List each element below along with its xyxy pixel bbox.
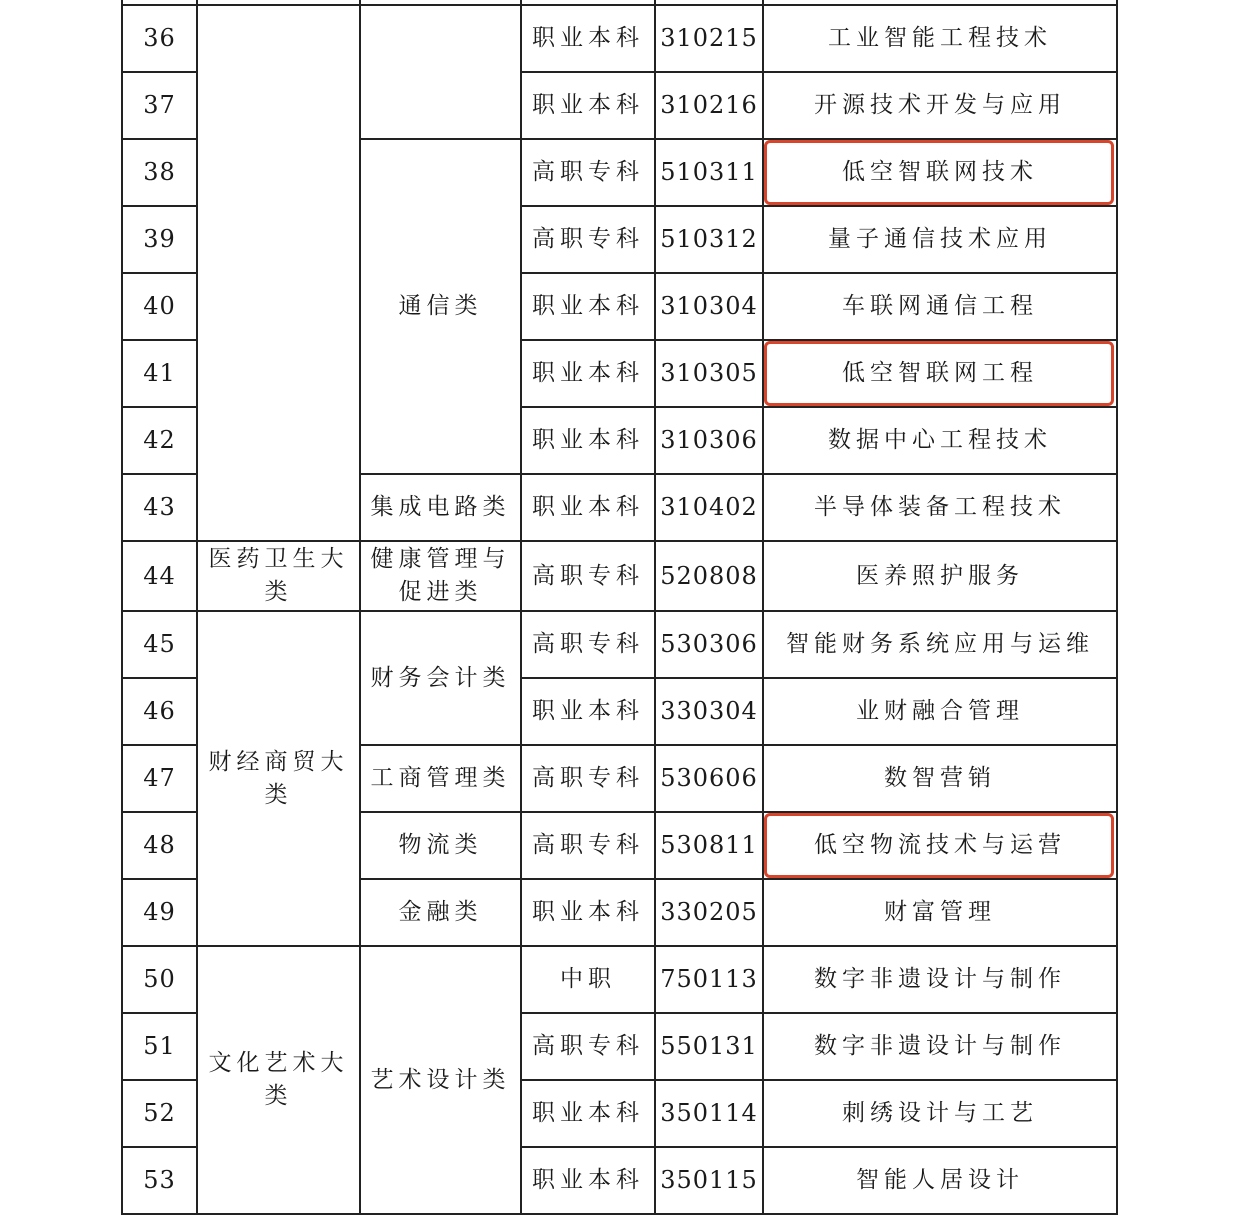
grid-line [122, 71, 198, 73]
row-number: 47 [143, 764, 176, 792]
row-number: 42 [143, 426, 176, 454]
category-cell: 医药卫生大类 [208, 546, 349, 605]
major-name: 财富管理 [884, 899, 996, 925]
major-code: 510312 [660, 225, 758, 253]
major-name: 智能人居设计 [856, 1167, 1024, 1193]
major-name: 数字非遗设计与制作 [814, 1033, 1066, 1059]
major-code: 330304 [660, 697, 758, 725]
grid-line [360, 811, 522, 813]
grid-line [521, 473, 1118, 475]
education-level: 职业本科 [532, 360, 644, 386]
category-cell [197, 5, 360, 541]
major-name: 车联网通信工程 [842, 293, 1038, 319]
grid-line [122, 138, 198, 140]
grid-line [122, 1146, 198, 1148]
education-level: 职业本科 [532, 899, 644, 925]
major-name: 低空智联网技术 [842, 159, 1038, 185]
education-level: 高职专科 [532, 631, 644, 657]
grid-line [197, 945, 361, 947]
grid-line [360, 1213, 522, 1215]
major-code: 310305 [660, 359, 758, 387]
grid-line [521, 677, 1118, 679]
grid-line [122, 339, 198, 341]
education-level: 职业本科 [532, 92, 644, 118]
row-number: 52 [143, 1099, 176, 1127]
major-name: 半导体装备工程技术 [814, 494, 1066, 520]
grid-line [359, 0, 361, 1215]
subcategory-cell: 艺术设计类 [370, 1066, 511, 1093]
grid-line [521, 71, 1118, 73]
major-name: 低空智联网工程 [842, 360, 1038, 386]
grid-line [122, 540, 198, 542]
major-name: 工业智能工程技术 [828, 25, 1052, 51]
major-code: 350115 [660, 1166, 758, 1194]
major-name: 数字非遗设计与制作 [814, 966, 1066, 992]
major-code: 530811 [660, 831, 758, 859]
education-level: 高职专科 [532, 832, 644, 858]
major-name: 低空物流技术与运营 [814, 832, 1066, 858]
grid-line [360, 540, 522, 542]
grid-line [520, 0, 522, 1215]
grid-line [521, 272, 1118, 274]
grid-line [1116, 0, 1118, 1215]
major-name: 医养照护服务 [856, 562, 1024, 589]
row-number: 36 [143, 24, 176, 52]
subcategory-cell: 健康管理与促进类 [370, 546, 511, 605]
grid-line [121, 0, 123, 1215]
grid-line [197, 540, 361, 542]
subcategory-cell: 通信类 [398, 293, 483, 319]
education-level: 高职专科 [532, 1033, 644, 1059]
grid-line [122, 878, 198, 880]
major-name: 数据中心工程技术 [828, 427, 1052, 453]
education-level: 职业本科 [532, 698, 644, 724]
row-number: 49 [143, 898, 176, 926]
education-level: 职业本科 [532, 427, 644, 453]
grid-line [122, 1079, 198, 1081]
major-name: 量子通信技术应用 [828, 226, 1052, 252]
row-number: 46 [143, 697, 176, 725]
highlight-box [764, 813, 1114, 878]
grid-line [122, 1012, 198, 1014]
category-cell: 财经商贸大类 [208, 748, 349, 808]
subcategory-cell: 工商管理类 [370, 765, 511, 791]
major-code: 330205 [660, 898, 758, 926]
major-code: 310306 [660, 426, 758, 454]
row-number: 38 [143, 158, 176, 186]
grid-line [521, 610, 1118, 612]
category-cell: 文化艺术大类 [208, 1050, 349, 1109]
major-name: 刺绣设计与工艺 [842, 1100, 1038, 1126]
subcategory-cell [360, 5, 521, 139]
major-code: 750113 [660, 965, 758, 993]
row-number: 44 [143, 561, 176, 590]
row-number: 41 [143, 359, 176, 387]
education-level: 高职专科 [532, 765, 644, 791]
subcategory-cell: 财务会计类 [370, 664, 511, 691]
row-number: 37 [143, 91, 176, 119]
major-name: 智能财务系统应用与运维 [786, 631, 1094, 657]
grid-line [122, 406, 198, 408]
grid-line [122, 677, 198, 679]
grid-line [521, 205, 1118, 207]
grid-line [521, 945, 1118, 947]
major-code: 520808 [660, 561, 758, 590]
grid-line [196, 0, 198, 1215]
grid-line [122, 811, 198, 813]
row-number: 51 [143, 1032, 176, 1060]
education-level: 职业本科 [532, 293, 644, 319]
grid-line [122, 205, 198, 207]
grid-line [521, 406, 1118, 408]
grid-line [360, 473, 522, 475]
major-code: 350114 [660, 1099, 758, 1127]
grid-line [521, 744, 1118, 746]
highlight-box [764, 140, 1114, 205]
grid-line [360, 138, 522, 140]
row-number: 53 [143, 1166, 176, 1194]
major-code: 510311 [660, 158, 758, 186]
major-name: 业财融合管理 [856, 698, 1024, 724]
row-number: 50 [143, 965, 176, 993]
grid-line [521, 878, 1118, 880]
subcategory-cell: 物流类 [398, 832, 483, 858]
grid-line [521, 1213, 1118, 1215]
grid-line [122, 272, 198, 274]
grid-line [122, 945, 198, 947]
education-level: 高职专科 [532, 159, 644, 185]
grid-line [122, 610, 198, 612]
grid-line [197, 610, 361, 612]
grid-line [360, 610, 522, 612]
grid-line [521, 1079, 1118, 1081]
major-name: 数智营销 [884, 765, 996, 791]
grid-line [521, 540, 1118, 542]
major-code: 310216 [660, 91, 758, 119]
row-number: 43 [143, 493, 176, 521]
education-level: 职业本科 [532, 25, 644, 51]
major-code: 310304 [660, 292, 758, 320]
grid-line [521, 1146, 1118, 1148]
grid-line [122, 473, 198, 475]
subcategory-cell: 金融类 [398, 899, 483, 925]
major-code: 310215 [660, 24, 758, 52]
education-level: 职业本科 [532, 1167, 644, 1193]
grid-line [360, 945, 522, 947]
grid-line [197, 1213, 361, 1215]
highlight-box [764, 341, 1114, 406]
major-code: 310402 [660, 493, 758, 521]
grid-line [360, 744, 522, 746]
grid-line [122, 1213, 198, 1215]
grid-line [122, 4, 1118, 6]
row-number: 48 [143, 831, 176, 859]
education-level: 职业本科 [532, 1100, 644, 1126]
grid-line [122, 744, 198, 746]
major-code: 550131 [660, 1032, 758, 1060]
education-level: 职业本科 [532, 494, 644, 520]
grid-line [521, 1012, 1118, 1014]
row-number: 39 [143, 225, 176, 253]
education-level: 高职专科 [532, 226, 644, 252]
education-level: 高职专科 [532, 562, 644, 589]
major-code: 530606 [660, 764, 758, 792]
row-number: 40 [143, 292, 176, 320]
major-name: 开源技术开发与应用 [814, 92, 1066, 118]
major-code: 530306 [660, 630, 758, 658]
grid-line [360, 878, 522, 880]
row-number: 45 [143, 630, 176, 658]
subcategory-cell: 集成电路类 [370, 494, 511, 520]
education-level: 中职 [560, 966, 616, 992]
grid-line [654, 0, 656, 1215]
